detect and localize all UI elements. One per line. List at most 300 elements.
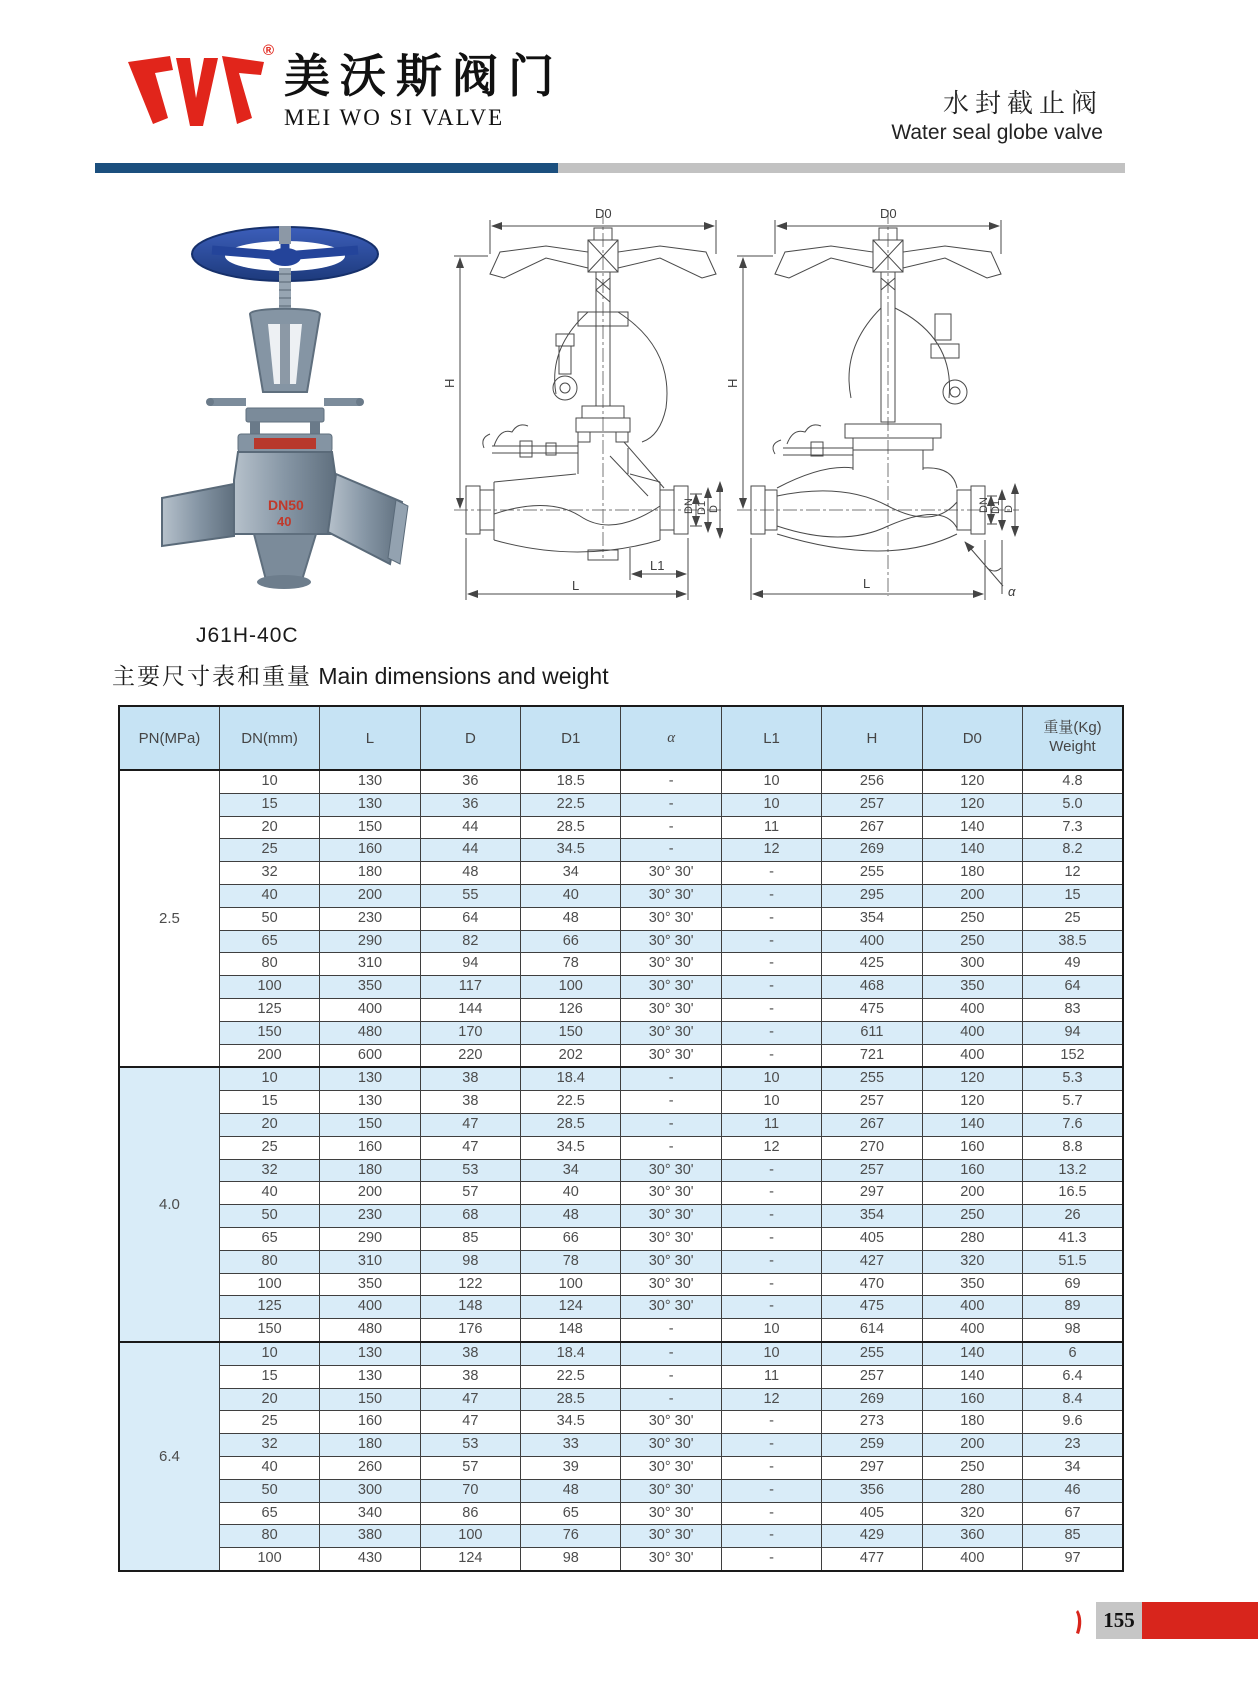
table-cell: 30° 30': [621, 1525, 721, 1548]
table-cell: 475: [822, 998, 922, 1021]
table-cell: 25: [219, 839, 319, 862]
table-cell: 400: [922, 998, 1022, 1021]
table-cell: 53: [420, 1159, 520, 1182]
table-cell: 48: [420, 862, 520, 885]
table-cell: 48: [521, 1205, 621, 1228]
table-cell: 400: [320, 1296, 420, 1319]
table-cell: 10: [721, 770, 821, 793]
table-row: [119, 907, 1123, 930]
photo-stamp-pn: 40: [277, 514, 292, 529]
table-cell: -: [721, 1021, 821, 1044]
table-cell: 230: [320, 907, 420, 930]
table-cell: 400: [320, 998, 420, 1021]
table-cell: 429: [822, 1525, 922, 1548]
table-cell: 11: [721, 816, 821, 839]
table-cell: 120: [922, 1067, 1022, 1090]
column-header: DN(mm): [219, 706, 319, 770]
table-cell: -: [621, 816, 721, 839]
table-header: [119, 706, 1123, 770]
table-cell: 30° 30': [621, 884, 721, 907]
table-cell: 18.5: [521, 770, 621, 793]
table-cell: 40: [219, 1182, 319, 1205]
valve-photo-illustration: [150, 210, 420, 600]
table-cell: 280: [922, 1479, 1022, 1502]
table-cell: 44: [420, 816, 520, 839]
table-cell: 600: [320, 1044, 420, 1067]
table-cell: 257: [822, 1091, 922, 1114]
table-cell: 255: [822, 862, 922, 885]
table-cell: 5.3: [1023, 1067, 1123, 1090]
table-cell: 65: [521, 1502, 621, 1525]
table-cell: 170: [420, 1021, 520, 1044]
brand-block: [126, 42, 564, 142]
table-row: [119, 770, 1123, 793]
column-header: H: [822, 706, 922, 770]
table-cell: 98: [521, 1548, 621, 1571]
table-cell: 124: [420, 1548, 520, 1571]
section-title-en: Main dimensions and weight: [318, 663, 609, 689]
table-cell: 356: [822, 1479, 922, 1502]
table-cell: 47: [420, 1136, 520, 1159]
table-cell: 8.2: [1023, 839, 1123, 862]
table-cell: 269: [822, 1388, 922, 1411]
table-row: [119, 976, 1123, 999]
table-cell: 320: [922, 1250, 1022, 1273]
table-cell: 400: [922, 1296, 1022, 1319]
table-cell: 257: [822, 1365, 922, 1388]
table-cell: 53: [420, 1434, 520, 1457]
table-row: [119, 998, 1123, 1021]
table-cell: 15: [219, 1091, 319, 1114]
dim-label-l-2: L: [863, 576, 871, 591]
table-cell: 350: [320, 1273, 420, 1296]
table-row: [119, 1273, 1123, 1296]
table-cell: 32: [219, 862, 319, 885]
table-cell: 65: [219, 1502, 319, 1525]
table-cell: 68: [420, 1205, 520, 1228]
table-row: [119, 1227, 1123, 1250]
table-cell: 30° 30': [621, 953, 721, 976]
section-title-cn: 主要尺寸表和重量: [112, 663, 312, 689]
table-cell: 148: [521, 1319, 621, 1342]
table-cell: 250: [922, 907, 1022, 930]
table-cell: 38: [420, 1365, 520, 1388]
table-row: [119, 1479, 1123, 1502]
table-cell: 25: [219, 1136, 319, 1159]
table-row: [119, 1250, 1123, 1273]
table-cell: 85: [1023, 1525, 1123, 1548]
table-cell: 10: [219, 1067, 319, 1090]
table-cell: 23: [1023, 1434, 1123, 1457]
table-cell: 427: [822, 1250, 922, 1273]
table-cell: -: [721, 1411, 821, 1434]
table-cell: 34: [1023, 1456, 1123, 1479]
dim-label-d-2: D: [1003, 505, 1015, 513]
table-cell: 22.5: [521, 1091, 621, 1114]
dim-label-d1: D1: [696, 500, 708, 515]
table-cell: 180: [922, 1411, 1022, 1434]
table-cell: 354: [822, 1205, 922, 1228]
table-cell: 350: [922, 1273, 1022, 1296]
dim-label-dn-2: DN: [978, 497, 990, 513]
table-cell: 10: [721, 1067, 821, 1090]
table-cell: 270: [822, 1136, 922, 1159]
table-cell: 297: [822, 1456, 922, 1479]
table-cell: 30° 30': [621, 1411, 721, 1434]
table-cell: 6.4: [1023, 1365, 1123, 1388]
table-cell: 480: [320, 1021, 420, 1044]
brand-name-cn: 美沃斯阀门: [284, 51, 564, 102]
registered-mark: ®: [262, 42, 274, 59]
table-cell: -: [621, 1388, 721, 1411]
table-cell: 256: [822, 770, 922, 793]
table-cell: 41.3: [1023, 1227, 1123, 1250]
table-cell: 25: [1023, 907, 1123, 930]
table-cell: 26: [1023, 1205, 1123, 1228]
table-cell: 34: [521, 1159, 621, 1182]
table-row: [119, 1525, 1123, 1548]
table-cell: 300: [320, 1479, 420, 1502]
column-header: L: [320, 706, 420, 770]
table-cell: 47: [420, 1388, 520, 1411]
table-cell: -: [721, 884, 821, 907]
table-cell: 150: [219, 1319, 319, 1342]
table-cell: 47: [420, 1411, 520, 1434]
table-cell: 16.5: [1023, 1182, 1123, 1205]
table-cell: 34: [521, 862, 621, 885]
table-cell: 10: [721, 793, 821, 816]
table-cell: 50: [219, 1205, 319, 1228]
table-cell: -: [721, 998, 821, 1021]
table-cell: -: [721, 1456, 821, 1479]
table-cell: 200: [320, 1182, 420, 1205]
column-header: α: [621, 706, 721, 770]
table-cell: 20: [219, 1388, 319, 1411]
table-cell: -: [621, 1319, 721, 1342]
table-cell: -: [621, 1342, 721, 1365]
column-header: D0: [922, 706, 1022, 770]
table-cell: 260: [320, 1456, 420, 1479]
column-header: L1: [721, 706, 821, 770]
table-cell: 125: [219, 1296, 319, 1319]
table-cell: -: [621, 1365, 721, 1388]
table-row: [119, 1067, 1123, 1090]
table-row: [119, 1113, 1123, 1136]
table-row: [119, 1021, 1123, 1044]
table-cell: 50: [219, 907, 319, 930]
table-cell: -: [621, 1091, 721, 1114]
table-cell: 78: [521, 1250, 621, 1273]
table-cell: 475: [822, 1296, 922, 1319]
table-row: [119, 930, 1123, 953]
table-cell: 130: [320, 793, 420, 816]
table-row: [119, 1044, 1123, 1067]
table-cell: -: [721, 1205, 821, 1228]
table-cell: 50: [219, 1479, 319, 1502]
table-cell: 30° 30': [621, 1021, 721, 1044]
table-cell: 5.0: [1023, 793, 1123, 816]
table-cell: 120: [922, 1091, 1022, 1114]
table-cell: -: [721, 1250, 821, 1273]
table-cell: 140: [922, 1342, 1022, 1365]
dim-label-h-2: H: [725, 378, 740, 388]
product-title-block: [891, 88, 1103, 145]
pn-group-cell: 4.0: [119, 1067, 219, 1342]
table-cell: 38.5: [1023, 930, 1123, 953]
table-cell: 64: [420, 907, 520, 930]
table-cell: 28.5: [521, 1388, 621, 1411]
table-row: [119, 1136, 1123, 1159]
table-cell: 125: [219, 998, 319, 1021]
table-cell: 100: [521, 1273, 621, 1296]
table-cell: 259: [822, 1434, 922, 1457]
dim-label-l: L: [572, 578, 580, 593]
table-cell: 78: [521, 953, 621, 976]
table-cell: 12: [721, 839, 821, 862]
header-rule-gray: [558, 163, 1125, 173]
table-row: [119, 1502, 1123, 1525]
table-cell: 44: [420, 839, 520, 862]
table-cell: 122: [420, 1273, 520, 1296]
table-cell: 98: [420, 1250, 520, 1273]
table-cell: 140: [922, 1365, 1022, 1388]
table-cell: -: [621, 1136, 721, 1159]
table-cell: -: [621, 770, 721, 793]
table-cell: 400: [822, 930, 922, 953]
table-cell: 320: [922, 1502, 1022, 1525]
table-cell: 354: [822, 907, 922, 930]
table-cell: 49: [1023, 953, 1123, 976]
footer-red-bar: [1142, 1602, 1258, 1639]
table-cell: -: [721, 1044, 821, 1067]
column-header: PN(MPa): [119, 706, 219, 770]
dim-label-d: D: [708, 505, 720, 513]
table-cell: 160: [320, 839, 420, 862]
table-cell: 40: [521, 884, 621, 907]
table-cell: 30° 30': [621, 930, 721, 953]
table-cell: -: [621, 793, 721, 816]
column-header: D1: [521, 706, 621, 770]
table-cell: 12: [721, 1136, 821, 1159]
table-cell: 55: [420, 884, 520, 907]
table-cell: 200: [922, 884, 1022, 907]
table-cell: 65: [219, 1227, 319, 1250]
table-cell: 100: [521, 976, 621, 999]
table-cell: 32: [219, 1159, 319, 1182]
table-cell: 30° 30': [621, 1296, 721, 1319]
table-cell: 340: [320, 1502, 420, 1525]
table-cell: 30° 30': [621, 1502, 721, 1525]
table-cell: 82: [420, 930, 520, 953]
table-cell: 257: [822, 1159, 922, 1182]
photo-stamp-dn: DN50: [268, 497, 304, 513]
table-cell: 400: [922, 1548, 1022, 1571]
table-cell: 140: [922, 816, 1022, 839]
table-cell: -: [721, 953, 821, 976]
table-cell: 67: [1023, 1502, 1123, 1525]
table-cell: 48: [521, 1479, 621, 1502]
table-cell: -: [621, 839, 721, 862]
table-cell: 11: [721, 1113, 821, 1136]
table-cell: 255: [822, 1067, 922, 1090]
table-row: [119, 1182, 1123, 1205]
table-cell: 18.4: [521, 1067, 621, 1090]
table-row: [119, 1456, 1123, 1479]
table-row: [119, 1091, 1123, 1114]
table-cell: 130: [320, 770, 420, 793]
column-header: D: [420, 706, 520, 770]
table-cell: 470: [822, 1273, 922, 1296]
table-cell: 66: [521, 930, 621, 953]
table-cell: 30° 30': [621, 1250, 721, 1273]
table-row: [119, 1296, 1123, 1319]
table-cell: 76: [521, 1525, 621, 1548]
table-row: [119, 862, 1123, 885]
table-cell: 150: [320, 1113, 420, 1136]
table-cell: 6: [1023, 1342, 1123, 1365]
table-cell: 57: [420, 1182, 520, 1205]
table-row: [119, 1342, 1123, 1365]
table-cell: 400: [922, 1021, 1022, 1044]
pn-group-cell: 2.5: [119, 770, 219, 1067]
table-cell: 130: [320, 1342, 420, 1365]
table-cell: -: [721, 907, 821, 930]
table-cell: 267: [822, 1113, 922, 1136]
technical-drawing-2: [703, 196, 1033, 616]
table-cell: 65: [219, 930, 319, 953]
table-cell: 200: [320, 884, 420, 907]
table-cell: 611: [822, 1021, 922, 1044]
table-cell: 100: [219, 1548, 319, 1571]
table-cell: 40: [219, 884, 319, 907]
table-cell: 7.3: [1023, 816, 1123, 839]
product-title-en: Water seal globe valve: [891, 121, 1103, 145]
table-cell: 4.8: [1023, 770, 1123, 793]
dim-label-d0-2: D0: [880, 206, 897, 221]
table-cell: 273: [822, 1411, 922, 1434]
table-cell: 200: [922, 1434, 1022, 1457]
table-cell: 126: [521, 998, 621, 1021]
table-cell: 20: [219, 1113, 319, 1136]
table-cell: 477: [822, 1548, 922, 1571]
table-cell: 160: [320, 1411, 420, 1434]
table-cell: 80: [219, 1525, 319, 1548]
table-cell: 30° 30': [621, 907, 721, 930]
table-cell: 280: [922, 1227, 1022, 1250]
table-cell: 94: [1023, 1021, 1123, 1044]
table-cell: 150: [320, 816, 420, 839]
table-cell: 130: [320, 1091, 420, 1114]
table-cell: 400: [922, 1319, 1022, 1342]
table-cell: 40: [521, 1182, 621, 1205]
table-cell: 38: [420, 1067, 520, 1090]
table-cell: 15: [219, 1365, 319, 1388]
dim-label-h: H: [442, 378, 457, 388]
table-cell: 100: [219, 1273, 319, 1296]
table-cell: 350: [320, 976, 420, 999]
table-cell: 64: [1023, 976, 1123, 999]
brand-name-en: MEI WO SI VALVE: [284, 104, 505, 130]
table-cell: 22.5: [521, 793, 621, 816]
table-cell: 32: [219, 1434, 319, 1457]
table-cell: 180: [320, 862, 420, 885]
table-cell: 405: [822, 1502, 922, 1525]
table-cell: -: [721, 1227, 821, 1250]
table-cell: 12: [1023, 862, 1123, 885]
dim-label-l1: L1: [650, 558, 665, 573]
table-row: [119, 1411, 1123, 1434]
table-cell: 85: [420, 1227, 520, 1250]
table-cell: 57: [420, 1456, 520, 1479]
table-cell: 10: [721, 1342, 821, 1365]
table-cell: 130: [320, 1365, 420, 1388]
table-cell: 36: [420, 793, 520, 816]
table-cell: 12: [721, 1388, 821, 1411]
model-number: J61H-40C: [196, 624, 299, 647]
table-cell: 295: [822, 884, 922, 907]
table-cell: 15: [219, 793, 319, 816]
table-cell: 25: [219, 1411, 319, 1434]
table-cell: 614: [822, 1319, 922, 1342]
table-cell: -: [721, 1159, 821, 1182]
table-cell: 255: [822, 1342, 922, 1365]
table-row: [119, 1365, 1123, 1388]
table-cell: 144: [420, 998, 520, 1021]
table-cell: 250: [922, 1456, 1022, 1479]
table-cell: 117: [420, 976, 520, 999]
table-cell: 22.5: [521, 1365, 621, 1388]
table-cell: -: [721, 1525, 821, 1548]
table-cell: 10: [219, 1342, 319, 1365]
table-cell: -: [721, 1502, 821, 1525]
table-cell: 405: [822, 1227, 922, 1250]
table-cell: 40: [219, 1456, 319, 1479]
table-cell: 34.5: [521, 839, 621, 862]
table-cell: 98: [1023, 1319, 1123, 1342]
table-cell: 267: [822, 816, 922, 839]
table-cell: 150: [219, 1021, 319, 1044]
table-cell: 36: [420, 770, 520, 793]
table-cell: 176: [420, 1319, 520, 1342]
table-cell: 46: [1023, 1479, 1123, 1502]
table-cell: 200: [922, 1182, 1022, 1205]
table-cell: 400: [922, 1044, 1022, 1067]
table-cell: -: [721, 1296, 821, 1319]
table-cell: 20: [219, 816, 319, 839]
table-cell: 120: [922, 770, 1022, 793]
column-header-weight: 重量(Kg) Weight: [1023, 706, 1123, 770]
table-row: [119, 1205, 1123, 1228]
table-cell: 94: [420, 953, 520, 976]
table-cell: 310: [320, 1250, 420, 1273]
product-photo: [150, 210, 420, 605]
table-cell: 8.4: [1023, 1388, 1123, 1411]
table-row: [119, 1548, 1123, 1571]
table-cell: 124: [521, 1296, 621, 1319]
header-rule: [95, 163, 1125, 173]
table-row: [119, 839, 1123, 862]
table-cell: 150: [521, 1021, 621, 1044]
table-cell: 100: [420, 1525, 520, 1548]
table-cell: 120: [922, 793, 1022, 816]
table-cell: 11: [721, 1365, 821, 1388]
table-row: [119, 1388, 1123, 1411]
table-cell: 89: [1023, 1296, 1123, 1319]
table-cell: -: [721, 862, 821, 885]
table-cell: 230: [320, 1205, 420, 1228]
table-cell: 30° 30': [621, 1548, 721, 1571]
table-cell: 350: [922, 976, 1022, 999]
